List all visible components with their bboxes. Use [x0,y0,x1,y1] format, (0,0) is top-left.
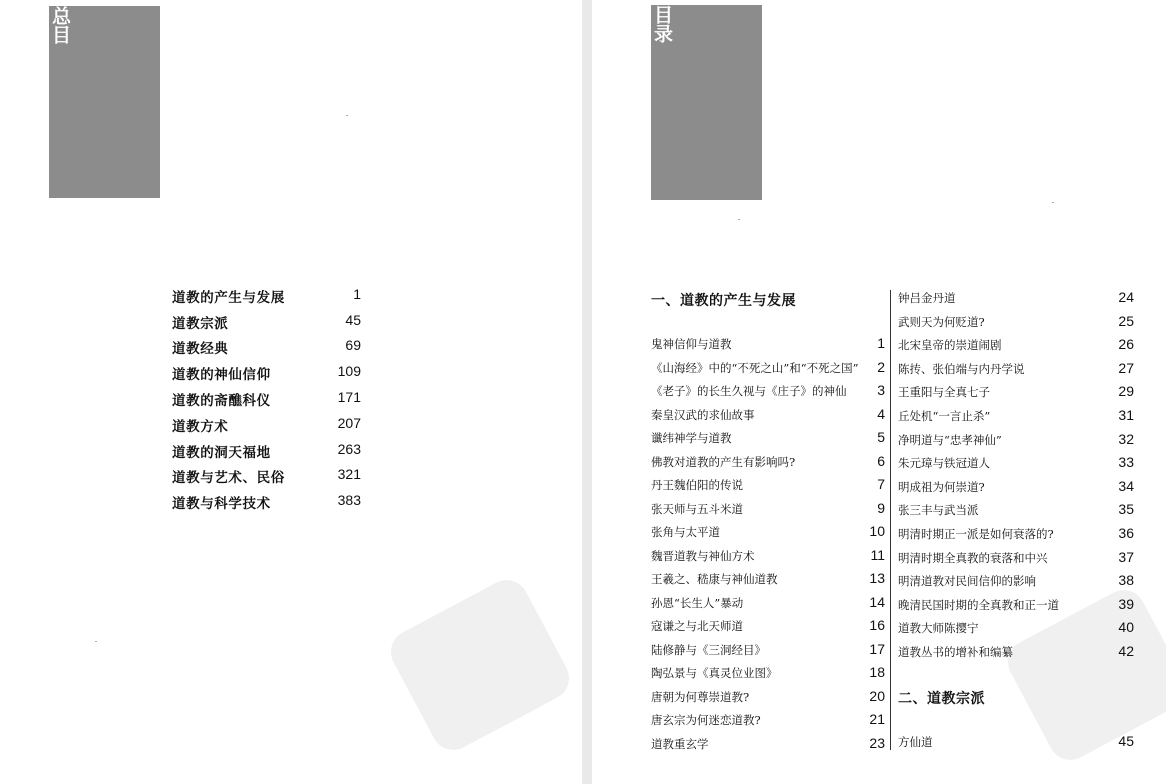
toc-entry-page: 5 [877,429,885,445]
toc-entry-label: 王重阳与全真七子 [898,385,990,400]
summary-entry-page: 321 [337,466,361,482]
toc-entry[interactable] [651,501,885,519]
toc-entry-label: 寇谦之与北天师道 [651,619,743,633]
toc-entry[interactable] [898,361,1134,379]
toc-entry-label: 朱元璋与铁冠道人 [898,456,990,471]
toc-entry-label: 丹王魏伯阳的传说 [651,478,743,492]
toc-entry[interactable] [651,477,885,495]
toc-entry[interactable] [651,430,885,448]
toc-entry-label: 道教重玄学 [651,736,709,751]
summary-entry[interactable] [172,312,367,332]
toc-entry-label: 陆修静与《三洞经目》 [651,642,766,657]
section-heading[interactable]: 一、道教的产生与发展 [651,293,796,309]
toc-entry-page: 13 [869,570,885,586]
toc-entry[interactable] [898,337,1134,355]
toc-entry[interactable] [651,595,885,613]
toc-entry-page: 33 [1118,454,1134,471]
summary-entry-label: 道教与科学技术 [172,496,271,512]
toc-entry[interactable] [898,734,1134,752]
toc-entry[interactable] [651,712,885,730]
toc-entry-label: 魏晋道教与神仙方术 [651,548,755,563]
toc-entry[interactable] [898,550,1134,568]
toc-entry-page: 4 [877,405,885,422]
scan-speck [1052,202,1054,203]
toc-entry-page: 18 [869,664,885,680]
toc-entry[interactable] [898,502,1134,520]
toc-entry-label: 武则天为何贬道? [898,314,985,329]
toc-entry-label: 明成祖为何崇道? [898,479,985,494]
toc-entry-page: 27 [1118,359,1134,376]
summary-entry-page: 69 [345,337,361,353]
toc-entry[interactable] [898,620,1134,638]
toc-entry[interactable] [651,618,885,636]
toc-entry-label: 明清时期全真教的衰落和中兴 [898,550,1048,565]
summary-entry[interactable] [172,415,367,435]
toc-entry-page: 42 [1118,643,1134,659]
toc-entry-label: 陈抟、张伯端与内丹学说 [898,361,1025,376]
summary-title: 总目 [49,6,71,44]
toc-entry-page: 10 [869,523,885,539]
toc-entry-page: 7 [877,476,885,492]
toc-entry-page: 17 [869,640,885,657]
summary-entry-label: 道教经典 [172,341,229,357]
toc-entry-page: 1 [877,335,885,351]
toc-entry-page: 39 [1118,595,1134,612]
toc-entry[interactable] [898,526,1134,544]
summary-entry-label: 道教的斋醮科仪 [172,393,271,409]
toc-entry-page: 6 [877,452,885,469]
toc-entry-label: 张天师与五斗米道 [651,501,743,516]
toc-entry-label: 陶弘景与《真灵位业图》 [651,666,778,680]
toc-entry-page: 25 [1118,312,1134,329]
summary-entry-label: 道教的神仙信仰 [172,367,271,383]
toc-entry-label: 《山海经》中的“不死之山”和“不死之国” [651,360,859,375]
toc-entry[interactable] [651,665,885,683]
toc-entry-page: 3 [877,382,885,398]
section-heading[interactable]: 二、道教宗派 [898,691,985,707]
summary-entry-page: 263 [337,441,361,457]
summary-entry-page: 383 [337,492,361,508]
toc-entry-page: 35 [1118,501,1134,518]
toc-entry[interactable] [651,524,885,542]
summary-entry[interactable] [172,286,367,306]
toc-entry-page: 21 [869,711,885,727]
summary-title-block [49,6,160,198]
toc-entry[interactable] [898,455,1134,473]
summary-entry-page: 171 [337,389,361,405]
toc-entry-page: 9 [877,499,885,516]
summary-entry[interactable] [172,492,367,512]
toc-entry[interactable] [651,383,885,401]
summary-entry-page: 1 [353,286,361,302]
toc-entry-page: 11 [870,546,885,563]
toc-entry[interactable] [898,479,1134,497]
toc-entry-label: 《老子》的长生久视与《庄子》的神仙 [651,384,847,398]
toc-entry[interactable] [651,360,885,378]
toc-entry[interactable] [898,290,1134,308]
toc-entry-label: 道教大师陈撄宁 [898,621,979,636]
summary-entry-label: 道教的产生与发展 [172,290,285,306]
toc-entry-page: 23 [869,734,885,751]
toc-entry[interactable] [898,573,1134,591]
toc-entry-label: 晚清民国时期的全真教和正一道 [898,597,1059,612]
toc-entry-label: 方仙道 [898,735,933,749]
summary-entry-page: 109 [337,363,361,379]
toc-entry-label: 净明道与“忠孝神仙” [898,432,1002,447]
toc-entry[interactable] [651,736,885,754]
toc-entry[interactable] [651,642,885,660]
toc-entry-label: 孙恩“长生人”暴动 [651,595,744,610]
toc-entry-page: 24 [1118,289,1134,305]
toc-entry-page: 31 [1118,407,1134,423]
column-divider [890,290,891,750]
right-page [592,0,1166,784]
toc-entry[interactable] [651,407,885,425]
toc-entry-page: 45 [1118,733,1134,749]
toc-entry-label: 秦皇汉武的求仙故事 [651,407,755,422]
toc-entry-label: 鬼神信仰与道教 [651,337,732,351]
summary-entry-page: 45 [345,312,361,328]
toc-entry-label: 丘处机“一言止杀” [898,409,991,423]
summary-entry[interactable] [172,337,367,357]
scan-speck [346,115,348,116]
toc-entry[interactable] [651,336,885,354]
toc-entry[interactable] [651,689,885,707]
summary-entry[interactable] [172,466,367,486]
toc-entry-page: 34 [1118,477,1134,494]
toc-entry[interactable] [898,384,1134,402]
toc-entry-page: 37 [1118,548,1134,565]
summary-entry-label: 道教与艺术、民俗 [172,470,285,486]
contents-title-block [651,5,762,200]
toc-entry[interactable] [898,432,1134,450]
contents-title: 目录 [651,5,673,43]
toc-entry-page: 20 [869,687,885,704]
toc-entry-label: 唐朝为何尊崇道教? [651,689,750,704]
toc-entry[interactable] [651,571,885,589]
toc-entry[interactable] [898,408,1134,426]
scan-speck [738,219,740,220]
summary-entry[interactable] [172,389,367,409]
toc-entry[interactable] [898,314,1134,332]
toc-entry[interactable] [651,454,885,472]
toc-entry-label: 唐玄宗为何迷恋道教? [651,713,761,727]
toc-entry-label: 明清时期正一派是如何衰落的? [898,527,1054,541]
summary-entry-page: 207 [337,415,361,431]
summary-entry[interactable] [172,441,367,461]
toc-entry-page: 32 [1118,430,1134,447]
toc-entry[interactable] [651,548,885,566]
toc-entry-label: 王羲之、嵇康与神仙道教 [651,572,778,586]
toc-entry-label: 张角与太平道 [651,525,720,539]
toc-entry-label: 谶纬神学与道教 [651,431,732,445]
toc-entry-page: 16 [869,617,885,633]
toc-entry-label: 张三丰与武当派 [898,503,979,518]
toc-entry-label: 道教丛书的增补和编纂 [898,645,1013,659]
toc-entry-page: 36 [1118,525,1134,541]
toc-entry-label: 钟吕金丹道 [898,291,956,305]
watermark [383,572,576,757]
toc-entry[interactable] [898,597,1134,615]
toc-entry[interactable] [898,644,1134,662]
toc-entry-page: 38 [1118,572,1134,589]
summary-entry-label: 道教宗派 [172,316,229,332]
toc-entry-label: 佛教对道教的产生有影响吗? [651,454,796,469]
toc-entry-label: 北宋皇帝的崇道闹剧 [898,338,1002,353]
toc-entry-page: 26 [1118,336,1134,353]
summary-entry[interactable] [172,363,367,383]
summary-entry-label: 道教方术 [172,419,229,435]
summary-entry-label: 道教的洞天福地 [172,445,271,461]
toc-entry-page: 14 [869,593,885,610]
left-page [0,0,582,784]
toc-entry-page: 29 [1118,383,1134,400]
toc-entry-label: 明清道教对民间信仰的影响 [898,574,1036,589]
toc-entry-page: 2 [877,358,885,375]
scan-speck [95,641,97,642]
toc-entry-page: 40 [1118,619,1134,636]
